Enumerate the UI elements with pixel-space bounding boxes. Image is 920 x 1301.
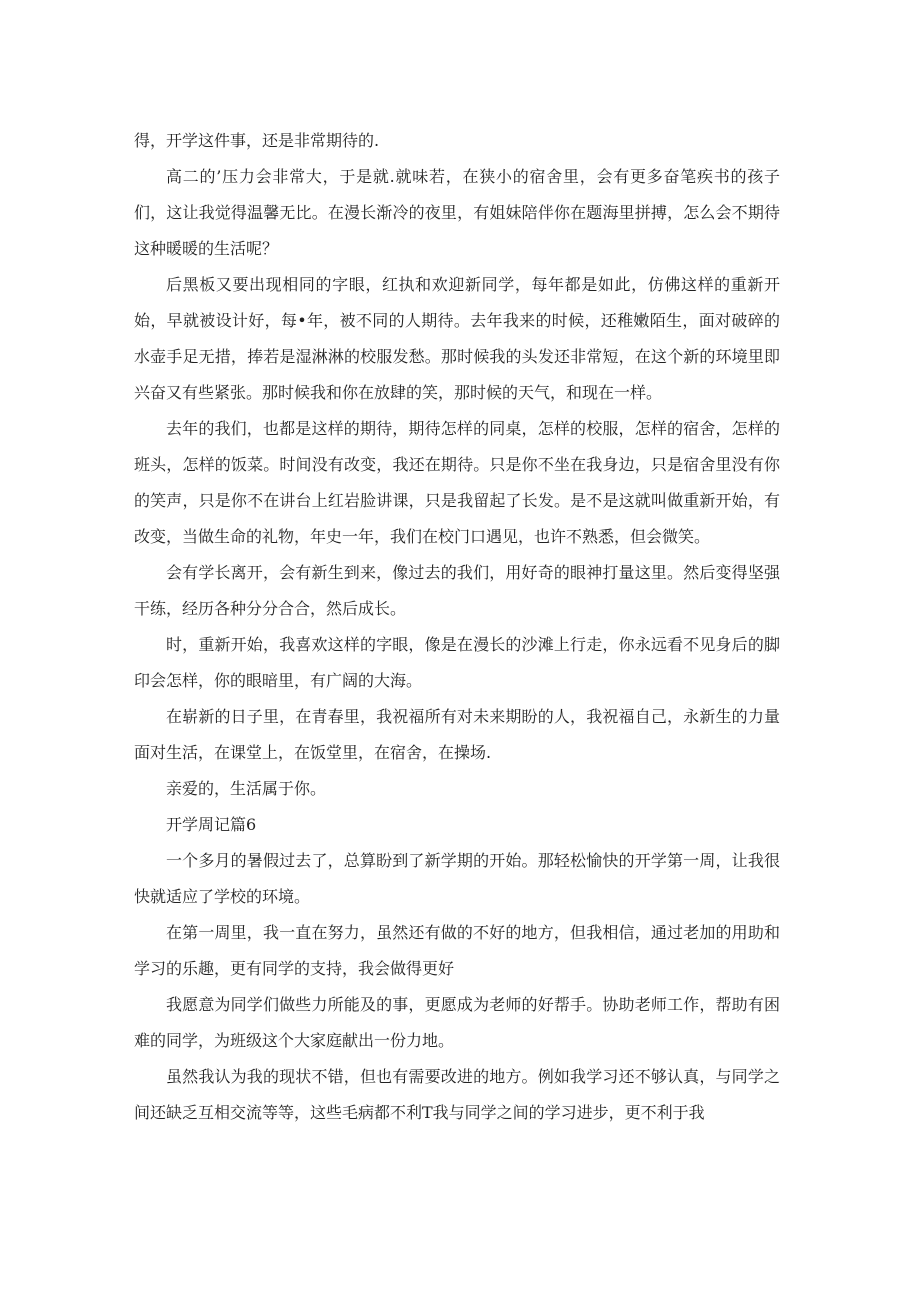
paragraph-9: 一个多月的暑假过去了，总算盼到了新学期的开始。那轻松愉快的开学第一周，让我很快就适应了学校的环境。 [134, 851, 780, 906]
paragraph-11: 我愿意为同学们做些力所能及的事，更愿成为老师的好帮手。协助老师工作，帮助有困难的同学，为班级这个大家庭献出一份力地。 [134, 995, 780, 1050]
paragraph-12: 虽然我认为我的现状不错，但也有需要改进的地方。例如我学习还不够认真，与同学之间还缺乏互相交流等等，这些毛病都不利T我与同学之间的学习进步，更不利于我 [134, 1067, 780, 1122]
paragraph-1: 得，开学这件事，还是非常期待的. [134, 131, 380, 150]
paragraph-8: 亲爱的，生活属于你。 [166, 779, 327, 798]
section-heading: 开学周记篇6 [166, 815, 257, 834]
document-page [134, 123, 780, 1131]
paragraph-6: 时，重新开始，我喜欢这样的字眼，像是在漫长的沙滩上行走，你永远看不见身后的脚印会怎样，你的眼暗里，有广阔的大海。 [134, 635, 780, 690]
paragraph-7: 在崭新的日子里，在青春里，我祝福所有对未来期盼的人，我祝福自己，永新生的力量面对生活，在课堂上，在饭堂里，在宿舍，在操场. [134, 707, 780, 762]
paragraph-3: 后黑板又要出现相同的字眼，红执和欢迎新同学，每年都是如此，仿佛这样的重新开始，早就被设计好，每•年，被不同的人期待。去年我来的时候，还稚嫩陌生，面对破碎的水壶手足无措，捧若是湿淋淋的校服发愁。那时候我的头发还非常短，在这个新的环境里即兴奋又有些紧张。那时候我和你在放肆的笑，那时候的天气，和现在一样。 [134, 275, 780, 402]
paragraph-2: 高二的’压力会非常大，于是就.就味若，在狭小的宿舍里，会有更多奋笔疾书的孩子们，这让我觉得温馨无比。在漫长渐冷的夜里，有姐妹陪伴你在题海里拼搏，怎么会不期待这种暖暖的生活呢？ [134, 167, 780, 258]
paragraph-5: 会有学长离开，会有新生到来，像过去的我们，用好奇的眼神打量这里。然后变得坚强干练，经历各种分分合合，然后成长。 [134, 563, 780, 618]
paragraph-4: 去年的我们，也都是这样的期待，期待怎样的同桌，怎样的校服，怎样的宿舍，怎样的班头，怎样的饭菜。时间没有改变，我还在期待。只是你不坐在我身边，只是宿舍里没有你的笑声，只是你不在讲台上红岩脸讲课，只是我留起了长发。是不是这就叫做重新开始，有改变，当做生命的礼物，年史一年，我们在校门口遇见，也许不熟悉，但会微笑。 [134, 419, 780, 546]
paragraph-10: 在第一周里，我一直在努力，虽然还有做的不好的地方，但我相信，通过老加的用助和学习的乐趣，更有同学的支持，我会做得更好 [134, 923, 780, 978]
